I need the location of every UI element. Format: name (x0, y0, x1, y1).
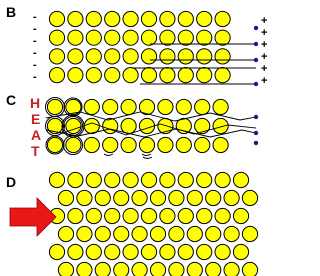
plus-sign: + (261, 63, 268, 75)
atom (178, 244, 193, 259)
atom (123, 30, 138, 45)
atom (141, 68, 156, 83)
panel-b-negative-terminal (33, 11, 37, 83)
atom (197, 49, 212, 64)
panel-c-label: C (6, 92, 17, 108)
panel-c-atom-lattice (47, 99, 228, 152)
atom (187, 262, 202, 276)
atom (215, 49, 230, 64)
atom (68, 68, 83, 83)
atom (77, 226, 92, 241)
atom (47, 99, 62, 114)
panel-c-electrons (254, 115, 258, 145)
panel-b (6, 4, 267, 87)
atom (178, 11, 193, 26)
atom (215, 244, 230, 259)
atom (215, 68, 230, 83)
atom (86, 30, 101, 45)
atom (197, 11, 212, 26)
atom (233, 172, 248, 187)
atom (160, 172, 175, 187)
atom (178, 30, 193, 45)
atom (103, 137, 118, 152)
atom (105, 172, 120, 187)
atom (224, 262, 239, 276)
atom (160, 208, 175, 223)
atom (160, 11, 175, 26)
atom (114, 262, 129, 276)
atom (141, 172, 156, 187)
atom (215, 30, 230, 45)
atom (105, 30, 120, 45)
atom (160, 30, 175, 45)
panel-b-atom-lattice (49, 11, 230, 82)
atom (197, 208, 212, 223)
atom (197, 68, 212, 83)
plus-sign: + (261, 51, 268, 63)
atom (187, 226, 202, 241)
atom (84, 118, 99, 133)
atom (123, 208, 138, 223)
atom (123, 172, 138, 187)
atom (169, 262, 184, 276)
electron-dot (254, 141, 258, 145)
atom (95, 226, 110, 241)
atom (121, 99, 136, 114)
atom (197, 244, 212, 259)
minus-sign: - (33, 59, 37, 71)
atom (141, 30, 156, 45)
atom (169, 190, 184, 205)
atom (178, 208, 193, 223)
atom (178, 49, 193, 64)
atom (141, 208, 156, 223)
atom (68, 11, 83, 26)
plus-sign: + (261, 75, 268, 87)
atom (49, 68, 64, 83)
atom (114, 190, 129, 205)
atom (206, 262, 221, 276)
atom (49, 30, 64, 45)
minus-sign: - (33, 11, 37, 23)
atom (84, 99, 99, 114)
atom (86, 11, 101, 26)
atom (121, 118, 136, 133)
atom (233, 208, 248, 223)
atom (49, 49, 64, 64)
atom (58, 190, 73, 205)
atom (215, 11, 230, 26)
atom (206, 190, 221, 205)
atom (58, 226, 73, 241)
electron-dot (254, 131, 258, 135)
atom (213, 99, 228, 114)
atom (178, 68, 193, 83)
atom (103, 99, 118, 114)
atom (197, 172, 212, 187)
atom (68, 49, 83, 64)
atom (206, 226, 221, 241)
plus-sign: + (261, 27, 268, 39)
atom (132, 190, 147, 205)
atom (105, 11, 120, 26)
electron-dot (254, 82, 258, 86)
atom (121, 137, 136, 152)
atom (176, 137, 191, 152)
atom (49, 11, 64, 26)
atom (195, 118, 210, 133)
heat-letter: H (30, 95, 41, 111)
atom (158, 137, 173, 152)
atom (68, 244, 83, 259)
atom (105, 244, 120, 259)
atom (68, 30, 83, 45)
vibration-mark (143, 157, 152, 159)
atom (215, 208, 230, 223)
atom (242, 262, 257, 276)
atom (178, 172, 193, 187)
atom (197, 30, 212, 45)
atom (95, 190, 110, 205)
panel-b-electrons (254, 26, 258, 86)
atom (49, 244, 64, 259)
atom (224, 190, 239, 205)
atom (150, 262, 165, 276)
minus-sign: - (33, 23, 37, 35)
atom (68, 172, 83, 187)
atom (176, 99, 191, 114)
atom (105, 49, 120, 64)
atom (213, 137, 228, 152)
atom (233, 244, 248, 259)
atom (105, 208, 120, 223)
atom (49, 172, 64, 187)
panel-c (6, 92, 258, 159)
minus-sign: - (33, 35, 37, 47)
atom (141, 244, 156, 259)
plus-sign: + (261, 39, 268, 51)
atom (77, 262, 92, 276)
heat-letter: E (31, 111, 41, 127)
panel-c-heat-label (30, 95, 41, 159)
electron-dot (254, 26, 258, 30)
atom (66, 137, 81, 152)
panel-b-positive-terminal (261, 15, 267, 87)
atom (86, 49, 101, 64)
minus-sign: - (33, 47, 37, 59)
atom (68, 208, 83, 223)
heat-letter: A (31, 127, 42, 143)
heat-letter: T (31, 143, 40, 159)
atom (150, 226, 165, 241)
atom (86, 172, 101, 187)
vibration-mark (104, 154, 113, 156)
atom (105, 68, 120, 83)
atom (86, 68, 101, 83)
atom (158, 99, 173, 114)
vibration-mark (142, 154, 151, 156)
atom (160, 244, 175, 259)
minus-sign: - (33, 71, 37, 83)
atom (150, 190, 165, 205)
atom (195, 99, 210, 114)
atom (215, 172, 230, 187)
atom (95, 262, 110, 276)
atom (123, 68, 138, 83)
atom (139, 137, 154, 152)
atom (132, 226, 147, 241)
atom (187, 190, 202, 205)
atom (77, 190, 92, 205)
atom (242, 190, 257, 205)
atom (86, 244, 101, 259)
atom (114, 226, 129, 241)
atom (160, 68, 175, 83)
atom (141, 11, 156, 26)
atom (139, 118, 154, 133)
electron-dot (254, 42, 258, 46)
panel-b-label: B (6, 4, 17, 20)
atom (123, 49, 138, 64)
atom (123, 11, 138, 26)
panel-d-atom-lattice (49, 172, 257, 276)
atom (58, 262, 73, 276)
atom (84, 137, 99, 152)
atom (160, 49, 175, 64)
atom (132, 262, 147, 276)
atom (47, 137, 62, 152)
electron-dot (254, 58, 258, 62)
atom (224, 226, 239, 241)
plus-sign: + (261, 15, 268, 27)
panel-d (6, 172, 258, 276)
atom (195, 137, 210, 152)
atom (123, 244, 138, 259)
atom (86, 208, 101, 223)
panel-d-label: D (6, 174, 17, 190)
atom (242, 226, 257, 241)
atom (169, 226, 184, 241)
force-arrow (10, 198, 56, 236)
electron-dot (254, 115, 258, 119)
atom (141, 49, 156, 64)
